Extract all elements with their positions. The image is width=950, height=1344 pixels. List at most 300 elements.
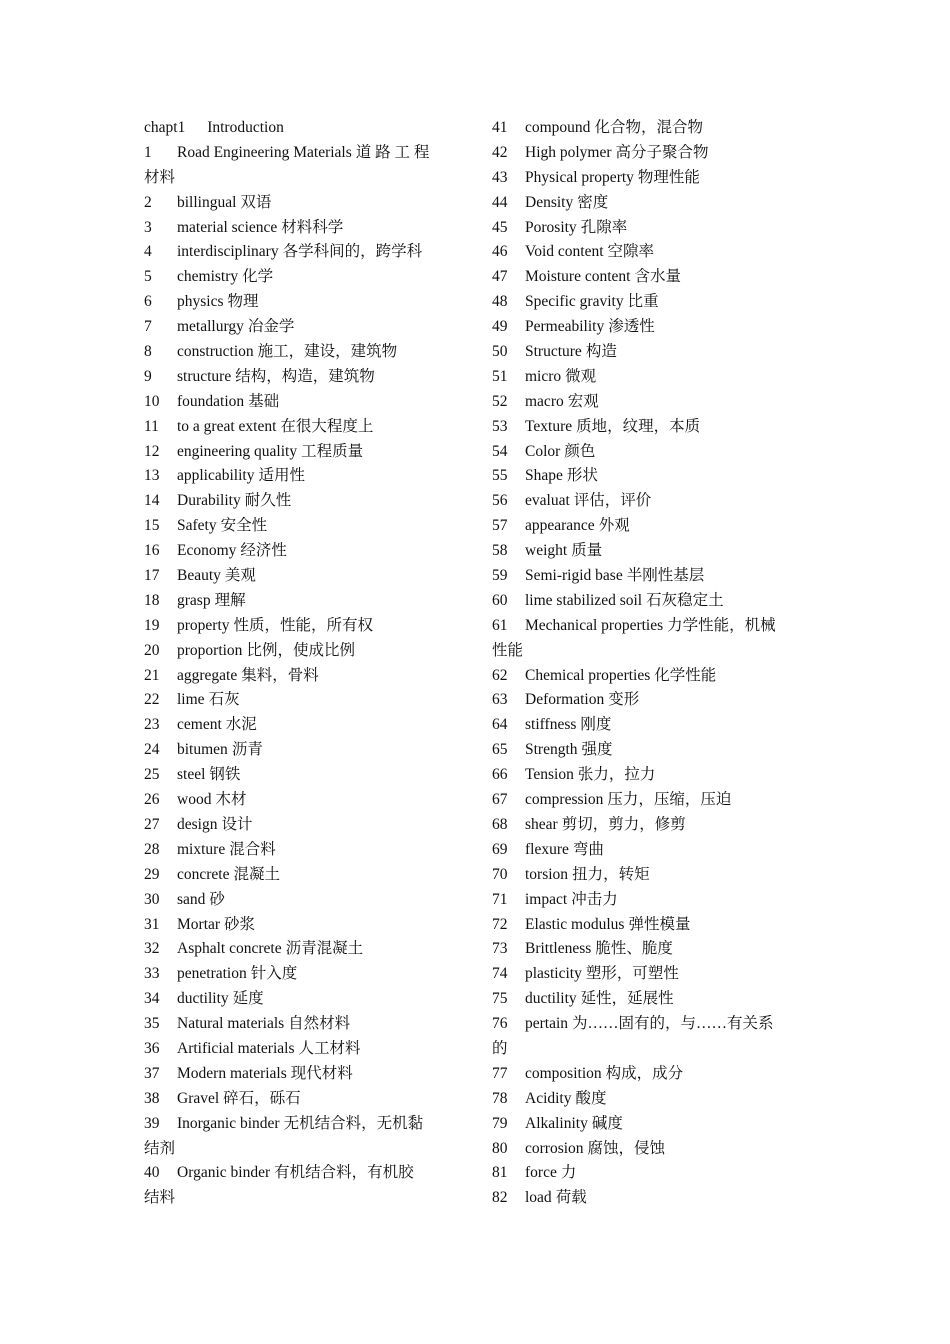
entry-english: Alkalinity	[525, 1114, 588, 1132]
entry-number: 37	[144, 1064, 160, 1082]
entry-number: 54	[492, 442, 508, 460]
glossary-entry	[492, 1012, 810, 1037]
entry-english: billingual	[177, 193, 237, 211]
glossary-entry	[492, 713, 810, 738]
entry-number: 44	[492, 193, 508, 211]
entry-number: 82	[492, 1189, 508, 1207]
glossary-entry	[144, 290, 462, 315]
entry-number: 79	[492, 1114, 508, 1132]
entry-number: 25	[144, 766, 160, 784]
entry-english: stiffness	[525, 716, 577, 734]
glossary-entry	[144, 664, 462, 689]
entry-number: 38	[144, 1089, 160, 1107]
glossary-entry	[492, 539, 810, 564]
entry-chinese: 碎石，砾石	[223, 1089, 301, 1107]
entry-chinese: 混凝土	[233, 865, 281, 883]
entry-english: concrete	[177, 865, 230, 883]
glossary-entry	[144, 913, 462, 938]
entry-english: to a great extent	[177, 417, 277, 435]
glossary-entry	[492, 365, 810, 390]
entry-number: 75	[492, 990, 508, 1008]
glossary-entry	[492, 240, 810, 265]
glossary-entry	[492, 888, 810, 913]
glossary-entry	[144, 340, 462, 365]
entry-english: interdisciplinary	[177, 243, 279, 261]
entry-english: plasticity	[525, 965, 582, 983]
glossary-entry	[144, 813, 462, 838]
entry-english: Inorganic binder	[177, 1114, 280, 1132]
entry-english: lime stabilized soil	[525, 591, 643, 609]
glossary-entry	[492, 216, 810, 241]
entry-chinese: 耐久性	[244, 492, 292, 510]
entry-number: 17	[144, 567, 160, 585]
glossary-entry	[144, 464, 462, 489]
entry-number: 18	[144, 591, 160, 609]
entry-chinese: 构造	[585, 343, 617, 361]
entry-continuation: 的	[492, 1039, 508, 1057]
entry-number: 10	[144, 392, 160, 410]
glossary-entry	[144, 415, 462, 440]
entry-chinese: 现代材料	[290, 1064, 353, 1082]
entry-number: 7	[144, 318, 152, 336]
entry-english: foundation	[177, 392, 245, 410]
entry-number: 60	[492, 591, 508, 609]
entry-english: Void content	[525, 243, 604, 261]
entry-chinese: 石灰稳定土	[646, 591, 724, 609]
glossary-entry	[144, 639, 462, 664]
entry-number: 49	[492, 318, 508, 336]
entry-number: 24	[144, 741, 160, 759]
entry-number: 68	[492, 815, 508, 833]
entry-chinese: 施工，建设，建筑物	[257, 343, 398, 361]
entry-english: construction	[177, 343, 254, 361]
entry-number: 61	[492, 616, 508, 634]
entry-chinese: 比例，使成比例	[246, 641, 355, 659]
entry-english: impact	[525, 890, 568, 908]
entry-chinese: 基础	[248, 392, 280, 410]
entry-english: Structure	[525, 343, 582, 361]
entry-chinese: 刚度	[580, 716, 612, 734]
entry-number: 23	[144, 716, 160, 734]
entry-english: High polymer	[525, 143, 612, 161]
entry-number: 56	[492, 492, 508, 510]
entry-chinese: 冶金学	[247, 318, 295, 336]
entry-chinese: 形状	[566, 467, 598, 485]
entry-english: sand	[177, 890, 206, 908]
entry-chinese: 弹性模量	[628, 915, 691, 933]
glossary-entry	[144, 191, 462, 216]
entry-english: Moisture content	[525, 268, 631, 286]
glossary-entry	[144, 539, 462, 564]
glossary-entry	[492, 464, 810, 489]
entry-chinese: 冲击力	[571, 890, 618, 908]
entry-number: 64	[492, 716, 508, 734]
entry-number: 55	[492, 467, 508, 485]
entry-english: bitumen	[177, 741, 228, 759]
entry-chinese: 评估，评价	[573, 492, 652, 510]
entry-number: 6	[144, 293, 152, 311]
entry-english: Modern materials	[177, 1064, 287, 1082]
entry-chinese: 孔隙率	[580, 218, 628, 236]
entry-chinese: 砂浆	[224, 915, 256, 933]
entry-chinese: 水泥	[225, 716, 257, 734]
entry-number: 51	[492, 367, 508, 385]
glossary-entry	[492, 1062, 810, 1087]
entry-chinese: 脆性、脆度	[595, 940, 673, 958]
entry-chinese: 集料，骨料	[241, 666, 319, 684]
entry-number: 9	[144, 367, 152, 385]
entry-number: 47	[492, 268, 508, 286]
entry-english: Acidity	[525, 1089, 572, 1107]
entry-english: pertain	[525, 1015, 569, 1033]
glossary-entry	[492, 763, 810, 788]
entry-number: 57	[492, 517, 508, 535]
glossary-entry	[144, 564, 462, 589]
entry-chinese: 弯曲	[572, 840, 604, 858]
glossary-entry	[492, 1112, 810, 1137]
entry-chinese: 腐蚀，侵蚀	[587, 1139, 666, 1157]
glossary-entry	[144, 489, 462, 514]
entry-chinese: 荷载	[555, 1189, 587, 1207]
entry-english: Beauty	[177, 567, 221, 585]
entry-number: 48	[492, 293, 508, 311]
entry-number: 67	[492, 791, 508, 809]
entry-number: 81	[492, 1164, 508, 1182]
entry-chinese: 张力，拉力	[577, 766, 656, 784]
entry-chinese: 经济性	[240, 542, 287, 560]
entry-chinese: 双语	[240, 193, 272, 211]
entry-chinese: 安全性	[220, 517, 268, 535]
glossary-entry	[492, 415, 810, 440]
entry-number: 39	[144, 1114, 160, 1132]
entry-number: 76	[492, 1015, 508, 1033]
entry-chinese: 性质，性能，所有权	[233, 616, 374, 634]
entry-english: compound	[525, 119, 591, 136]
entry-number: 73	[492, 940, 508, 958]
glossary-entry	[492, 440, 810, 465]
entry-chinese: 比重	[627, 293, 659, 311]
entry-number: 59	[492, 567, 508, 585]
entry-number: 1	[144, 143, 152, 161]
entry-english: Durability	[177, 492, 241, 510]
entry-english: Physical property	[525, 168, 634, 186]
glossary-entry	[492, 738, 810, 763]
glossary-entry	[144, 713, 462, 738]
entry-chinese: 外观	[598, 517, 630, 535]
entry-chinese: 沥青	[231, 741, 263, 759]
entry-english: cement	[177, 716, 222, 734]
entry-chinese: 化学	[242, 268, 274, 286]
entry-number: 42	[492, 143, 508, 161]
glossary-entry	[492, 489, 810, 514]
entry-english: Gravel	[177, 1089, 220, 1107]
entry-chinese: 渗透性	[608, 318, 655, 336]
entry-number: 20	[144, 641, 160, 659]
entry-english: Tension	[525, 766, 574, 784]
entry-chinese: 延度	[232, 990, 264, 1008]
glossary-entry	[492, 937, 810, 962]
entry-english: torsion	[525, 865, 569, 883]
entry-chinese: 美观	[224, 567, 256, 585]
glossary-entry	[492, 390, 810, 415]
glossary-entry	[144, 888, 462, 913]
glossary-entry	[144, 688, 462, 713]
entry-english: force	[525, 1164, 557, 1182]
entry-number: 22	[144, 691, 160, 709]
glossary-entry	[144, 265, 462, 290]
entry-number: 52	[492, 392, 508, 410]
entry-chinese: 密度	[577, 193, 609, 211]
entry-chinese: 塑形，可塑性	[585, 965, 679, 983]
entry-english: Natural materials	[177, 1015, 285, 1033]
entry-chinese: 钢铁	[209, 766, 241, 784]
glossary-entry	[492, 265, 810, 290]
entry-number: 77	[492, 1064, 508, 1082]
entry-number: 72	[492, 915, 508, 933]
entry-number: 26	[144, 791, 160, 809]
entry-english: Road Engineering Materials	[177, 143, 352, 161]
entry-number: 33	[144, 965, 160, 983]
glossary-entry	[144, 1112, 462, 1137]
entry-chinese: 有机结合料，有机胶	[274, 1164, 414, 1182]
entry-chinese: 理解	[214, 591, 246, 609]
entry-english: Strength	[525, 741, 578, 759]
entry-number: 28	[144, 840, 160, 858]
entry-chinese: 砂	[209, 890, 225, 908]
entry-english: Safety	[177, 517, 217, 535]
entry-chinese: 延性，延展性	[580, 990, 674, 1008]
entry-continuation: 结剂	[144, 1139, 176, 1157]
entry-chinese: 木材	[215, 791, 247, 809]
entry-chinese: 力	[560, 1164, 577, 1182]
glossary-entry	[144, 216, 462, 241]
right-column	[492, 116, 810, 1211]
glossary-entry	[492, 813, 810, 838]
glossary-entry	[492, 838, 810, 863]
entry-english: load	[525, 1189, 552, 1207]
entry-number: 50	[492, 343, 508, 361]
entry-english: engineering quality	[177, 442, 298, 460]
entry-english: Economy	[177, 542, 237, 560]
entry-chinese: 化学性能	[654, 666, 717, 684]
entry-english: weight	[525, 542, 568, 560]
entry-english: Density	[525, 193, 574, 211]
glossary-entry	[144, 365, 462, 390]
glossary-entry	[492, 614, 810, 639]
entry-english: ductility	[525, 990, 577, 1008]
entry-chinese: 构成，成分	[605, 1064, 684, 1082]
glossary-entry	[144, 838, 462, 863]
entry-english: penetration	[177, 965, 247, 983]
entry-chinese: 扭力，转矩	[572, 865, 650, 883]
entry-continuation: 性能	[492, 641, 524, 659]
entry-number: 62	[492, 666, 508, 684]
entry-english: Deformation	[525, 691, 605, 709]
entry-english: Texture	[525, 417, 573, 435]
entry-number: 36	[144, 1039, 160, 1057]
entry-number: 45	[492, 218, 508, 236]
glossary-entry	[492, 1161, 810, 1186]
entry-number: 34	[144, 990, 160, 1008]
entry-chinese: 混合料	[229, 840, 276, 858]
entry-number: 71	[492, 890, 508, 908]
glossary-entry	[492, 863, 810, 888]
entry-chinese: 宏观	[567, 392, 599, 410]
entry-number: 41	[492, 119, 508, 136]
entry-chinese: 各学科间的，跨学科	[282, 243, 423, 261]
entry-chinese: 无机结合料，无机黏	[283, 1114, 424, 1132]
glossary-entry	[492, 340, 810, 365]
entry-english: Color	[525, 442, 561, 460]
entry-number: 30	[144, 890, 160, 908]
entry-english: macro	[525, 392, 564, 410]
entry-english: lime	[177, 691, 205, 709]
entry-english: corrosion	[525, 1139, 584, 1157]
entry-chinese: 化合物，混合物	[594, 119, 703, 136]
entry-english: Specific gravity	[525, 293, 624, 311]
glossary-entry	[492, 1087, 810, 1112]
glossary-entry	[492, 1186, 810, 1211]
entry-number: 21	[144, 666, 160, 684]
entry-number: 2	[144, 193, 152, 211]
entry-number: 35	[144, 1015, 160, 1033]
entry-english: aggregate	[177, 666, 238, 684]
glossary-entry	[144, 514, 462, 539]
left-column	[144, 116, 462, 1211]
entry-english: grasp	[177, 591, 211, 609]
entry-number: 69	[492, 840, 508, 858]
glossary-entry	[144, 440, 462, 465]
entry-number: 32	[144, 940, 160, 958]
entry-chinese: 工程质量	[301, 442, 364, 460]
chapter-label: chapt1	[144, 119, 186, 136]
entry-chinese: 为……固有的，与……有关系	[572, 1015, 774, 1033]
entry-chinese: 微观	[565, 367, 597, 385]
entry-continuation: 材料	[144, 168, 176, 186]
entry-number: 27	[144, 815, 160, 833]
entry-chinese: 石灰	[208, 691, 240, 709]
glossary-entry	[492, 514, 810, 539]
entry-english: flexure	[525, 840, 569, 858]
entry-chinese: 力学性能，机械	[667, 616, 776, 634]
glossary-entry	[144, 141, 462, 166]
glossary-entry	[144, 1161, 462, 1186]
entry-number: 19	[144, 616, 160, 634]
glossary-entry	[144, 763, 462, 788]
entry-number: 74	[492, 965, 508, 983]
entry-chinese: 物理	[227, 293, 259, 311]
entry-number: 12	[144, 442, 160, 460]
entry-english: shear	[525, 815, 558, 833]
entry-chinese: 质地，纹理，本质	[576, 417, 701, 435]
entry-chinese: 碱度	[591, 1114, 623, 1132]
entry-chinese: 人工材料	[298, 1039, 361, 1057]
entry-number: 53	[492, 417, 508, 435]
entry-number: 4	[144, 243, 152, 261]
glossary-entry	[144, 1037, 462, 1062]
entry-number: 3	[144, 218, 152, 236]
entry-english: evaluat	[525, 492, 570, 510]
entry-chinese: 含水量	[634, 268, 681, 286]
entry-number: 5	[144, 268, 152, 286]
entry-english: ductility	[177, 990, 229, 1008]
glossary-entry	[492, 589, 810, 614]
entry-chinese: 半刚性基层	[626, 567, 705, 585]
glossary-entry	[144, 962, 462, 987]
entry-chinese: 高分子聚合物	[615, 143, 709, 161]
entry-chinese: 酸度	[575, 1089, 607, 1107]
entry-english: property	[177, 616, 230, 634]
entry-english: mixture	[177, 840, 226, 858]
glossary-entry	[492, 688, 810, 713]
glossary-entry	[144, 937, 462, 962]
glossary-entry	[492, 116, 810, 141]
entry-number: 29	[144, 865, 160, 883]
glossary-entry	[492, 962, 810, 987]
glossary-entry	[144, 390, 462, 415]
glossary-entry	[144, 1012, 462, 1037]
entry-chinese: 在很大程度上	[280, 417, 374, 435]
entry-number: 63	[492, 691, 508, 709]
glossary-entry	[492, 1137, 810, 1162]
entry-english: applicability	[177, 467, 255, 485]
entry-english: Artificial materials	[177, 1039, 295, 1057]
entry-english: compression	[525, 791, 604, 809]
entry-number: 13	[144, 467, 160, 485]
glossary-entry	[144, 738, 462, 763]
entry-number: 14	[144, 492, 160, 510]
entry-number: 66	[492, 766, 508, 784]
entry-chinese: 空隙率	[607, 243, 655, 261]
entry-chinese: 自然材料	[288, 1015, 351, 1033]
glossary-entry	[492, 913, 810, 938]
entry-number: 80	[492, 1139, 508, 1157]
glossary-entry	[492, 564, 810, 589]
chapter-heading	[144, 116, 462, 141]
entry-number: 31	[144, 915, 160, 933]
entry-chinese: 沥青混凝土	[285, 940, 364, 958]
glossary-entry	[144, 315, 462, 340]
entry-english: Chemical properties	[525, 666, 651, 684]
glossary-entry	[492, 166, 810, 191]
entry-english: physics	[177, 293, 224, 311]
entry-chinese: 剪切，剪力，修剪	[561, 815, 686, 833]
glossary-entry	[144, 987, 462, 1012]
entry-english: chemistry	[177, 268, 239, 286]
glossary-entry	[492, 191, 810, 216]
entry-english: Porosity	[525, 218, 577, 236]
entry-english: metallurgy	[177, 318, 244, 336]
entry-english: Elastic modulus	[525, 915, 625, 933]
entry-chinese: 颜色	[564, 442, 596, 460]
entry-english: material science	[177, 218, 278, 236]
entry-number: 43	[492, 168, 508, 186]
glossary-entry	[492, 290, 810, 315]
entry-english: Asphalt concrete	[177, 940, 282, 958]
glossary-entry	[144, 863, 462, 888]
glossary-entry	[144, 589, 462, 614]
entry-english: Mechanical properties	[525, 616, 664, 634]
glossary-entry	[144, 240, 462, 265]
glossary-entry	[492, 141, 810, 166]
entry-chinese: 适用性	[258, 467, 305, 485]
entry-english: Mortar	[177, 915, 221, 933]
glossary-entry	[144, 1062, 462, 1087]
entry-english: design	[177, 815, 218, 833]
entry-number: 46	[492, 243, 508, 261]
entry-chinese: 物理性能	[637, 168, 700, 186]
entry-number: 78	[492, 1089, 508, 1107]
